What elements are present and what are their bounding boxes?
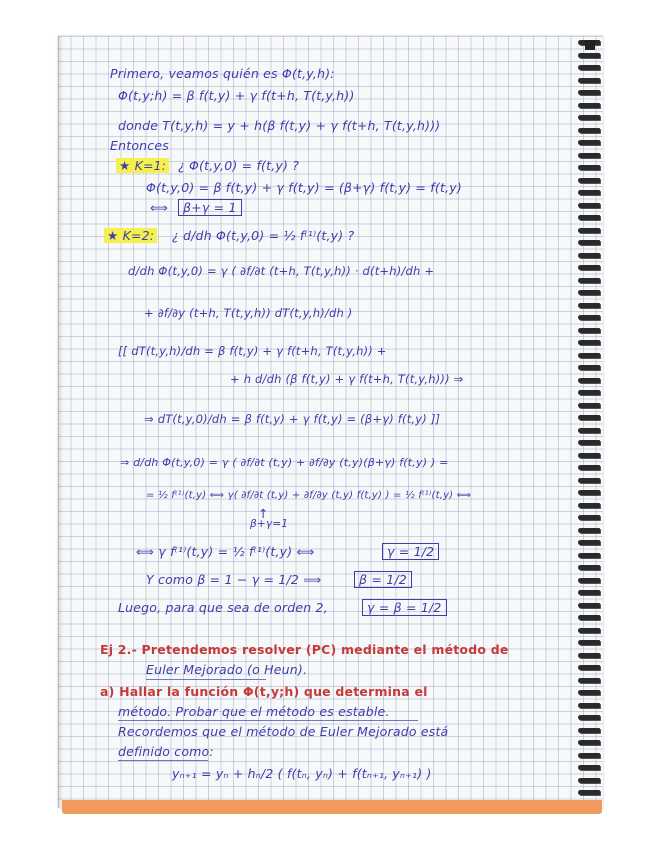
spiral-coil <box>578 678 600 683</box>
spiral-coil <box>578 528 600 533</box>
gamma-result-box: γ = 1/2 <box>382 543 439 560</box>
spiral-coil <box>578 715 600 720</box>
k2-label <box>104 228 157 243</box>
spiral-coil <box>578 78 600 83</box>
exercise-2-line2: Euler Mejorado (o Heun). <box>146 662 308 677</box>
spiral-coil <box>578 203 600 208</box>
beta-equation: Y como β = 1 − γ = 1/2 ⟹ <box>146 572 322 587</box>
page-shadow <box>58 36 64 808</box>
k1-result <box>178 200 242 215</box>
derivative-eval-line1: ⇒ d/dh Φ(t,y,0) = γ ( ∂f/∂t (t,y) + ∂f/∂y (t,y)(β+γ) f(t,y) ) = <box>120 456 449 469</box>
spiral-coil <box>578 728 600 733</box>
spiral-coil <box>578 178 600 183</box>
heun-formula: yₙ₊₁ = yₙ + hₙ/2 ( f(tₙ, yₙ) + f(tₙ₊₁, yₙ₊₁) ) <box>172 766 432 781</box>
order-conclusion: Luego, para que sea de orden 2, <box>118 600 328 615</box>
spiral-coil <box>578 140 600 145</box>
spiral-coil <box>578 765 600 770</box>
corner-mark <box>585 40 595 50</box>
part-a-heading: a) Hallar la función Φ(t,y;h) que determina el <box>100 684 428 699</box>
spiral-coil <box>578 65 600 70</box>
spiral-coil <box>578 703 600 708</box>
beta-gamma-note: β+γ=1 <box>250 518 289 530</box>
spiral-coil <box>578 153 600 158</box>
derivative-eval-line2: = ½ f⁽¹⁾(t,y) ⟺ γ( ∂f/∂t (t,y) + ∂f/∂y (t,y) f(t,y) ) = ½ f⁽¹⁾(t,y) ⟺ <box>146 490 472 501</box>
spiral-coil <box>578 415 600 420</box>
phi-definition: Φ(t,y;h) = β f(t,y) + γ f(t+h, T(t,y,h)) <box>118 88 355 103</box>
spiral-coil <box>578 753 600 758</box>
spiral-coil <box>578 453 600 458</box>
spiral-coil <box>578 465 600 470</box>
spiral-coil <box>578 640 600 645</box>
spiral-coil <box>578 353 600 358</box>
k1-highlight: ★ K=1: <box>116 158 169 173</box>
part-a-line2: método. Probar que el método es estable. <box>118 704 390 719</box>
dT-line2: + h d/dh (β f(t,y) + γ f(t+h, T(t,y,h))) ⇒ <box>230 372 464 386</box>
spiral-coil <box>578 740 600 745</box>
spiral-coil <box>578 628 600 633</box>
order-result-box: γ = β = 1/2 <box>362 599 447 616</box>
spiral-coil <box>578 128 600 133</box>
spiral-coil <box>578 265 600 270</box>
underline-exercise-2 <box>146 679 266 680</box>
k2-highlight: ★ K=2: <box>104 228 157 243</box>
gamma-equation: ⟺ γ f⁽¹⁾(t,y) = ½ f⁽¹⁾(t,y) ⟺ <box>136 544 315 559</box>
k2-question: ¿ d/dh Φ(t,y,0) = ½ f⁽¹⁾(t,y) ? <box>172 228 355 243</box>
spiral-coil <box>578 278 600 283</box>
spiral-binding <box>578 40 604 810</box>
spiral-coil <box>578 540 600 545</box>
recall-line2: definido como: <box>118 744 214 759</box>
spiral-coil <box>578 390 600 395</box>
spiral-coil <box>578 790 600 795</box>
dT-line3: ⇒ dT(t,y,0)/dh = β f(t,y) + γ f(t,y) = (β+γ) f(t,y) ]] <box>144 412 441 426</box>
spiral-coil <box>578 90 600 95</box>
spiral-coil <box>578 315 600 320</box>
spiral-coil <box>578 365 600 370</box>
k1-result-box: β+γ = 1 <box>178 199 242 216</box>
k1-iff: ⟺ <box>150 200 169 215</box>
spiral-coil <box>578 215 600 220</box>
spiral-coil <box>578 778 600 783</box>
spiral-coil <box>578 228 600 233</box>
spiral-coil <box>578 603 600 608</box>
spiral-coil <box>578 253 600 258</box>
spiral-coil <box>578 653 600 658</box>
spiral-coil <box>578 428 600 433</box>
spiral-coil <box>578 328 600 333</box>
entonces-label: Entonces <box>110 138 169 153</box>
beta-result <box>354 572 412 587</box>
gamma-result <box>382 544 439 559</box>
order-result <box>362 600 447 615</box>
derivative-phi-line1: d/dh Φ(t,y,0) = γ ( ∂f/∂t (t+h, T(t,y,h)) · d(t+h)/dh + <box>128 264 435 278</box>
spiral-coil <box>578 190 600 195</box>
spiral-coil <box>578 565 600 570</box>
spiral-coil <box>578 440 600 445</box>
spiral-coil <box>578 665 600 670</box>
spiral-coil <box>578 578 600 583</box>
spiral-coil <box>578 340 600 345</box>
spiral-coil <box>578 240 600 245</box>
spiral-coil <box>578 503 600 508</box>
spiral-coil <box>578 53 600 58</box>
spiral-coil <box>578 303 600 308</box>
spiral-coil <box>578 615 600 620</box>
derivative-phi-line2: + ∂f/∂y (t+h, T(t,y,h)) dT(t,y,h)/dh ) <box>144 306 353 320</box>
spiral-coil <box>578 490 600 495</box>
underline-part-a <box>118 720 418 721</box>
exercise-2-heading: Ej 2.- Pretendemos resolver (PC) mediante el método de <box>100 642 509 657</box>
spiral-coil <box>578 478 600 483</box>
spiral-coil <box>578 378 600 383</box>
beta-result-box: β = 1/2 <box>354 571 412 588</box>
recall-line1: Recordemos que el método de Euler Mejorado está <box>118 724 449 739</box>
k1-question: ¿ Φ(t,y,0) = f(t,y) ? <box>178 158 300 173</box>
spiral-coil <box>578 590 600 595</box>
spiral-coil <box>578 515 600 520</box>
spiral-coil <box>578 553 600 558</box>
arrow-up: ↑ <box>258 506 269 521</box>
spiral-coil <box>578 690 600 695</box>
spiral-coil <box>578 165 600 170</box>
k1-expansion: Φ(t,y,0) = β f(t,y) + γ f(t,y) = (β+γ) f(t,y) = f(t,y) <box>146 180 462 195</box>
spiral-coil <box>578 103 600 108</box>
intro-line: Primero, veamos quién es Φ(t,y,h): <box>110 66 335 81</box>
notebook-cover-edge <box>62 800 602 814</box>
dT-line1: [[ dT(t,y,h)/dh = β f(t,y) + γ f(t+h, T(t,y,h)) + <box>118 344 387 358</box>
spiral-coil <box>578 115 600 120</box>
spiral-coil <box>578 403 600 408</box>
k1-label <box>116 158 169 173</box>
spiral-coil <box>578 290 600 295</box>
underline-recall <box>118 760 208 761</box>
t-definition: donde T(t,y,h) = y + h(β f(t,y) + γ f(t+h, T(t,y,h))) <box>118 118 441 133</box>
